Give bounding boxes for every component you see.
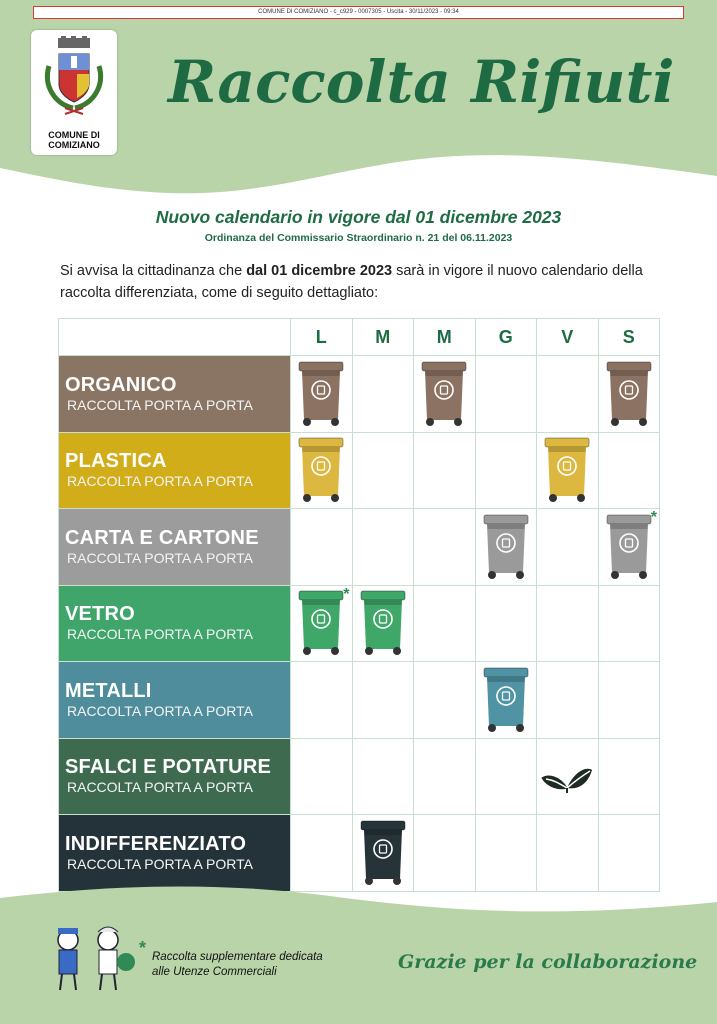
schedule-cell	[414, 585, 476, 662]
commercial-note	[152, 950, 332, 980]
indifferenziato-icon	[360, 819, 406, 887]
schedule-cell	[537, 356, 599, 433]
schedule-cell	[475, 509, 537, 586]
schedule-cell	[475, 585, 537, 662]
logo-line2: COMIZIANO	[48, 140, 100, 150]
schedule-cell	[598, 738, 660, 815]
schedule-cell	[537, 585, 599, 662]
schedule-cell	[598, 509, 660, 586]
leaves-icon	[540, 758, 594, 794]
category-label	[59, 432, 291, 509]
schedule-cell	[537, 662, 599, 739]
collection-calendar	[58, 318, 660, 892]
protocol-stamp: COMUNE DI COMIZIANO - c_c929 - 0007305 - Uscita - 30/11/2023 - 09:34	[33, 6, 684, 19]
category-subtitle: RACCOLTA PORTA A PORTA	[67, 473, 253, 490]
category-subtitle: RACCOLTA PORTA A PORTA	[67, 855, 253, 872]
vetro-icon	[298, 589, 344, 657]
day-header: M	[352, 319, 414, 356]
category-subtitle: RACCOLTA PORTA A PORTA	[67, 396, 253, 413]
page-title: Raccolta Rifiuti	[168, 48, 675, 116]
footer-asterisk: *	[139, 938, 147, 958]
category-row	[59, 585, 660, 662]
plastica-icon	[298, 436, 344, 504]
schedule-cell	[598, 432, 660, 509]
header-corner	[59, 319, 291, 356]
schedule-cell	[537, 509, 599, 586]
intro-date: dal 01 dicembre 2023	[246, 263, 393, 279]
metalli-icon	[483, 666, 529, 734]
schedule-cell	[352, 432, 414, 509]
schedule-cell	[291, 356, 353, 433]
calendar-subtitle: Nuovo calendario in vigore dal 01 dicembre 2023	[155, 207, 562, 227]
day-header: L	[291, 319, 353, 356]
category-label	[59, 585, 291, 662]
schedule-cell	[598, 585, 660, 662]
municipality-logo	[31, 30, 117, 155]
carta-icon	[483, 513, 529, 581]
schedule-cell	[414, 509, 476, 586]
category-name: PLASTICA	[65, 450, 167, 473]
organico-icon	[421, 360, 467, 428]
ordinance-reference: Ordinanza del Commissario Straordinario n. 21 del 06.11.2023	[204, 232, 513, 244]
intro-text-start: Si avvisa la cittadinanza che	[60, 263, 247, 279]
schedule-cell	[352, 356, 414, 433]
schedule-cell	[352, 585, 414, 662]
schedule-cell	[352, 662, 414, 739]
schedule-cell	[537, 738, 599, 815]
category-label	[59, 356, 291, 433]
day-header: V	[537, 319, 599, 356]
schedule-cell	[475, 356, 537, 433]
carta-icon	[606, 513, 652, 581]
schedule-cell	[414, 662, 476, 739]
category-subtitle: RACCOLTA PORTA A PORTA	[67, 702, 253, 719]
category-label	[59, 738, 291, 815]
schedule-cell	[414, 738, 476, 815]
category-subtitle: RACCOLTA PORTA A PORTA	[67, 626, 253, 643]
schedule-cell	[414, 432, 476, 509]
supplementary-asterisk: *	[650, 509, 657, 526]
schedule-cell	[598, 356, 660, 433]
schedule-cell	[291, 585, 353, 662]
category-row	[59, 738, 660, 815]
category-name: SFALCI E POTATURE	[65, 756, 271, 779]
logo-line1: COMUNE DI	[48, 130, 100, 140]
schedule-cell	[352, 738, 414, 815]
schedule-cell	[537, 432, 599, 509]
category-subtitle: RACCOLTA PORTA A PORTA	[67, 549, 253, 566]
organico-icon	[298, 360, 344, 428]
organico-icon	[606, 360, 652, 428]
category-name: CARTA E CARTONE	[65, 526, 259, 549]
day-header-row	[59, 319, 660, 356]
schedule-cell	[291, 738, 353, 815]
commercial-note-line2: alle Utenze Commerciali	[152, 966, 277, 978]
category-name: METALLI	[65, 679, 152, 702]
day-header: G	[475, 319, 537, 356]
schedule-cell	[291, 509, 353, 586]
schedule-cell	[475, 432, 537, 509]
schedule-cell	[291, 662, 353, 739]
schedule-cell	[352, 509, 414, 586]
supplementary-asterisk: *	[343, 585, 350, 603]
intro-paragraph	[60, 260, 670, 304]
vetro-icon	[360, 589, 406, 657]
plastica-icon	[544, 436, 590, 504]
day-header: M	[414, 319, 476, 356]
mascots-illustration	[50, 922, 140, 994]
schedule-cell	[291, 432, 353, 509]
category-name: ORGANICO	[65, 373, 177, 396]
thanks-message: Grazie per la collaborazione	[398, 951, 698, 973]
category-name: INDIFFERENZIATO	[65, 832, 247, 855]
category-row	[59, 432, 660, 509]
category-subtitle: RACCOLTA PORTA A PORTA	[67, 779, 253, 796]
commercial-note-line1: Raccolta supplementare dedicata	[152, 951, 323, 963]
intro-text-end: sarà in vigore il nuovo calendario della raccolta differenziata, come di seguito dettagliato:	[60, 263, 643, 301]
category-name: VETRO	[65, 603, 135, 626]
category-row	[59, 356, 660, 433]
schedule-cell	[414, 356, 476, 433]
schedule-cell	[475, 738, 537, 815]
category-row	[59, 662, 660, 739]
category-label	[59, 509, 291, 586]
schedule-cell	[475, 662, 537, 739]
coat-of-arms-icon	[39, 36, 109, 126]
category-row	[59, 509, 660, 586]
schedule-cell	[598, 662, 660, 739]
category-label	[59, 662, 291, 739]
day-header: S	[598, 319, 660, 356]
